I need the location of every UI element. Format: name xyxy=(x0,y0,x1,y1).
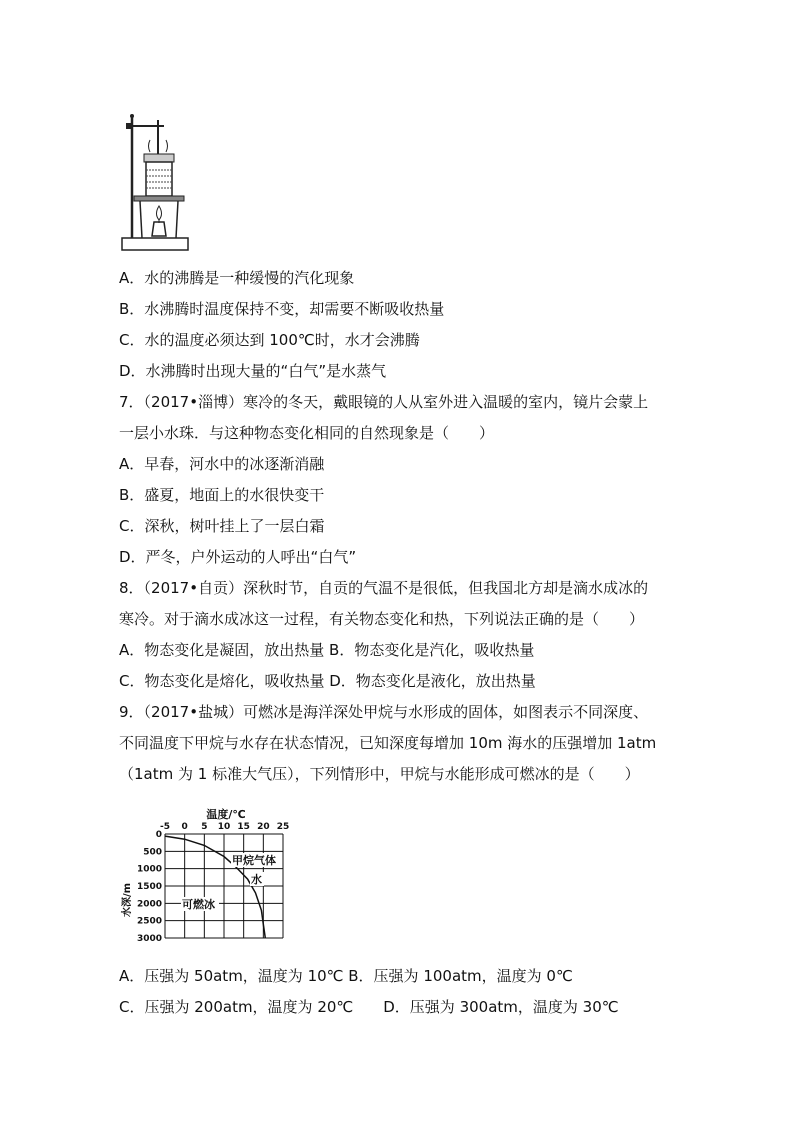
q9-stem-line1: 9．（2017•盐城）可燃冰是海洋深处甲烷与水形成的固体，如图表示不同深度、 xyxy=(119,703,649,721)
q6-option-c: C．水的温度必须达到 100℃时，水才会沸腾 xyxy=(119,331,420,349)
q7-option-b: B．盛夏，地面上的水很快变干 xyxy=(119,486,325,504)
x-tick-label: 10 xyxy=(217,822,231,832)
q9-options-cd: C．压强为 200atm，温度为 20℃ D．压强为 300atm，温度为 30℃ xyxy=(119,998,619,1016)
x-tick-label: 25 xyxy=(276,822,290,832)
annotation-water: 水 xyxy=(251,873,262,886)
x-tick-label: 0 xyxy=(181,822,188,832)
boiling-apparatus-figure xyxy=(120,110,192,254)
y-tick-label: 0 xyxy=(155,830,162,840)
q8-options-ab: A．物态变化是凝固，放出热量 B．物态变化是汽化，吸收热量 xyxy=(119,641,535,659)
q7-option-a: A．早春，河水中的冰逐渐消融 xyxy=(119,455,325,473)
x-tick-label: 5 xyxy=(201,822,208,832)
x-tick-label: 20 xyxy=(257,822,270,832)
q6-option-d: D．水沸腾时出现大量的“白气”是水蒸气 xyxy=(119,362,387,380)
methane-hydrate-chart xyxy=(118,806,298,948)
y-tick-label: 3000 xyxy=(136,934,162,944)
chart-grid xyxy=(165,834,283,938)
q8-options-cd: C．物态变化是熔化，吸收热量 D．物态变化是液化，放出热量 xyxy=(119,672,536,690)
annotation-combustible-ice: 可燃冰 xyxy=(182,898,215,911)
q7-option-d: D．严冬，户外运动的人呼出“白气” xyxy=(119,548,357,566)
q9-options-ab: A．压强为 50atm，温度为 10℃ B．压强为 100atm，温度为 0℃ xyxy=(119,967,573,985)
y-tick-label: 500 xyxy=(143,847,162,858)
q8-stem-line1: 8．（2017•自贡）深秋时节，自贡的气温不是很低，但我国北方却是滴水成冰的 xyxy=(119,579,649,597)
y-tick-label: 1000 xyxy=(136,864,162,875)
q7-option-c: C．深秋，树叶挂上了一层白霜 xyxy=(119,517,325,535)
q6-option-a: A．水的沸腾是一种缓慢的汽化现象 xyxy=(119,269,355,287)
y-tick-label: 1500 xyxy=(136,882,162,892)
x-tick-label: 15 xyxy=(237,822,250,832)
chart-title: 温度/℃ xyxy=(206,808,246,821)
q6-option-b: B．水沸腾时温度保持不变，却需要不断吸收热量 xyxy=(119,300,445,318)
q7-stem-line2: 一层小水珠．与这种物态变化相同的自然现象是（ ） xyxy=(119,424,495,442)
chart-ylabel: 水深/m xyxy=(122,882,133,918)
q7-stem-line1: 7．（2017•淄博）寒冷的冬天，戴眼镜的人从室外进入温暖的室内，镜片会蒙上 xyxy=(119,393,649,411)
chart-x-ticks xyxy=(160,822,289,832)
q9-stem-line2: 不同温度下甲烷与水存在状态情况，已知深度每增加 10m 海水的压强增加 1atm xyxy=(119,734,657,752)
chart-y-ticks xyxy=(137,830,162,944)
x-tick-label: -5 xyxy=(160,822,170,832)
q8-stem-line2: 寒冷。对于滴水成冰这一过程，有关物态变化和热，下列说法正确的是（ ） xyxy=(119,610,645,628)
y-tick-label: 2000 xyxy=(136,899,162,910)
q9-stem-line3: （1atm 为 1 标准大气压），下列情形中，甲烷与水能形成可燃冰的是（ ） xyxy=(119,765,640,783)
annotation-methane-gas: 甲烷气体 xyxy=(232,854,276,867)
y-tick-label: 2500 xyxy=(136,916,162,927)
